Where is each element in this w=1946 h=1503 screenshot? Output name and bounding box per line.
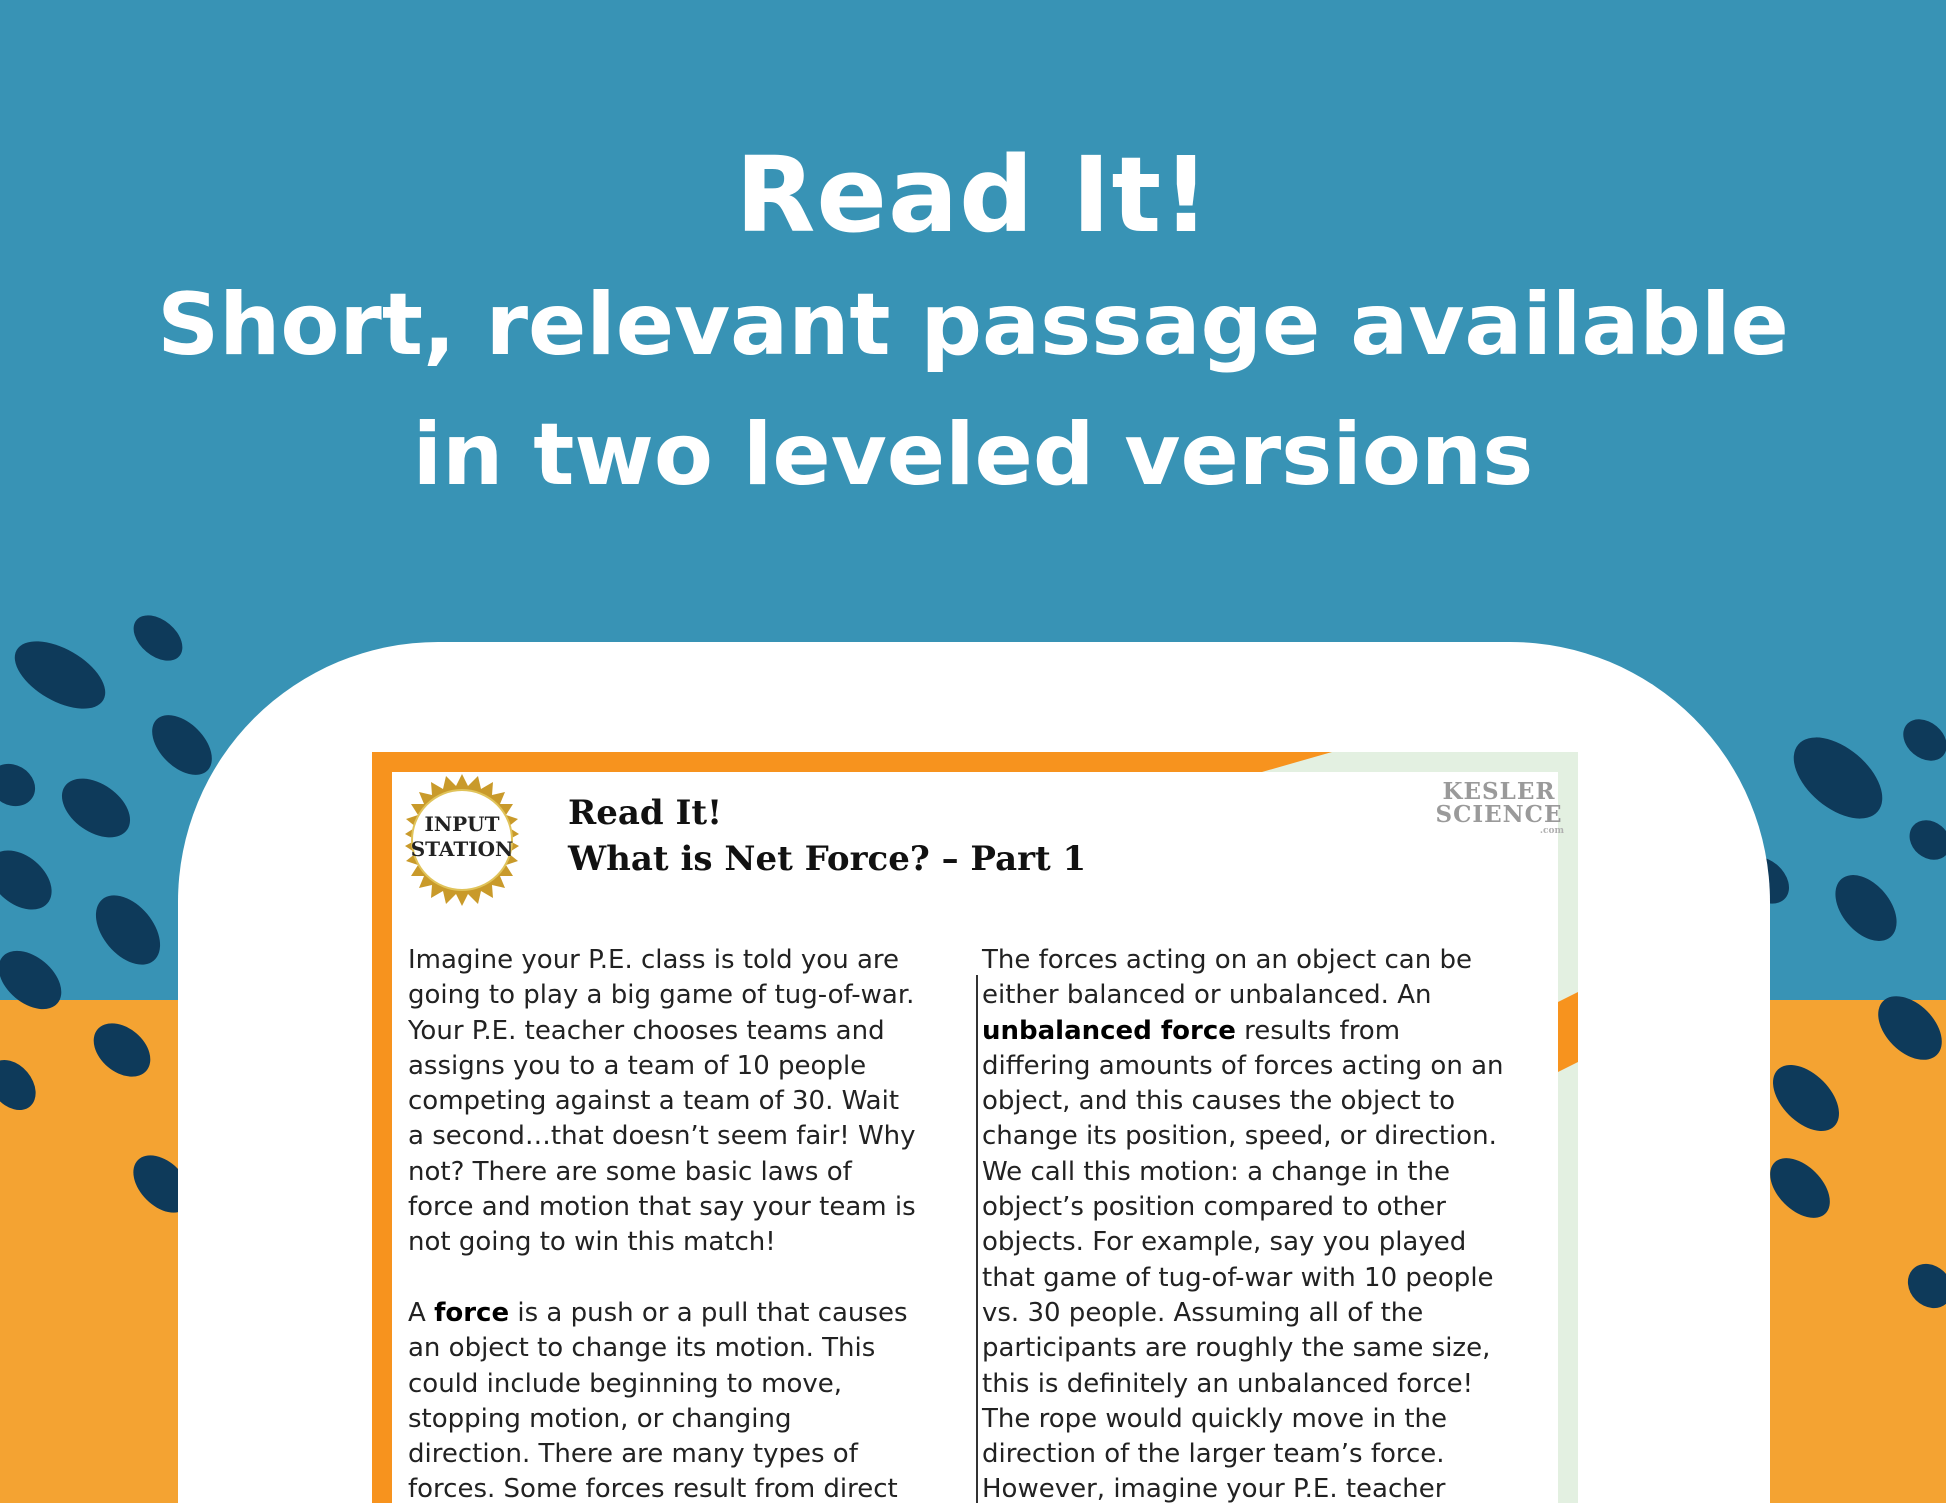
passage-line: direction. There are many types of xyxy=(408,1439,858,1470)
headline-line-1: Read It! xyxy=(735,134,1211,256)
text-span: A xyxy=(408,1297,435,1328)
input-station-badge xyxy=(394,812,530,862)
passage-line: Imagine your P.E. class is told you are xyxy=(408,945,899,975)
passage-line: object’s position compared to other xyxy=(982,1192,1446,1223)
passage-line: differing amounts of forces acting on an xyxy=(982,1050,1504,1081)
logo-line-2: SCIENCE xyxy=(1435,801,1563,828)
worksheet-title-line-2: What is Net Force? – Part 1 xyxy=(568,839,1087,879)
passage-line: object, and this causes the object to xyxy=(982,1086,1456,1117)
passage-line: objects. For example, say you played xyxy=(982,1227,1467,1258)
passage-line: participants are roughly the same size, xyxy=(982,1333,1491,1364)
headline-line-3: in two leveled versions xyxy=(412,405,1534,505)
badge-line-1: INPUT xyxy=(424,812,500,836)
passage-line: going to play a big game of tug-of-war. xyxy=(408,980,915,1011)
column-divider xyxy=(976,975,978,1503)
passage-line-unbalanced-force xyxy=(982,1014,1542,1049)
passage-line: We call this motion: a change in the xyxy=(982,1156,1450,1187)
passage-line: could include beginning to move, xyxy=(408,1368,843,1399)
text-span: is a push or a pull that causes xyxy=(509,1297,908,1328)
passage-line: a second…that doesn’t seem fair! Why xyxy=(408,1121,916,1152)
headline xyxy=(0,130,1946,520)
passage-line: assigns you to a team of 10 people xyxy=(408,1050,867,1081)
passage-line: The forces acting on an object can be xyxy=(982,945,1472,975)
passage-line: this is definitely an unbalanced force! xyxy=(982,1368,1474,1399)
kesler-science-logo xyxy=(1434,780,1564,836)
passage-line: direction of the larger team’s force. xyxy=(982,1439,1445,1470)
passage-line: force and motion that say your team is xyxy=(408,1192,916,1223)
passage-line: either balanced or unbalanced. An xyxy=(982,980,1432,1011)
passage-line: that game of tug-of-war with 10 people xyxy=(982,1262,1494,1293)
passage-line: stopping motion, or changing xyxy=(408,1403,792,1434)
logo-line-1: KESLER xyxy=(1442,778,1556,805)
passage-line-force-definition xyxy=(408,1296,948,1331)
badge-line-2: STATION xyxy=(410,837,514,861)
term-unbalanced-force: unbalanced force xyxy=(982,1015,1236,1046)
passage-line: However, imagine your P.E. teacher xyxy=(982,1474,1446,1503)
passage-column-1 xyxy=(408,943,948,1503)
passage-line: an object to change its motion. This xyxy=(408,1333,876,1364)
passage-line: not going to win this match! xyxy=(408,1227,776,1258)
worksheet-title xyxy=(568,790,1086,882)
passage-line: forces. Some forces result from direct xyxy=(408,1474,898,1503)
worksheet-title-line-1: Read It! xyxy=(568,793,723,833)
headline-line-2: Short, relevant passage available xyxy=(157,275,1789,375)
passage-line: Your P.E. teacher chooses teams and xyxy=(408,1015,885,1046)
passage-column-2 xyxy=(982,943,1542,1503)
passage-line: vs. 30 people. Assuming all of the xyxy=(982,1297,1424,1328)
passage-line: The rope would quickly move in the xyxy=(982,1403,1448,1434)
term-force: force xyxy=(434,1297,510,1328)
logo-sub: .com xyxy=(1539,826,1564,836)
text-span: results from xyxy=(1235,1015,1401,1046)
passage-line: change its position, speed, or direction. xyxy=(982,1121,1497,1152)
passage-line: not? There are some basic laws of xyxy=(408,1156,852,1187)
passage-line: competing against a team of 30. Wait xyxy=(408,1086,900,1117)
